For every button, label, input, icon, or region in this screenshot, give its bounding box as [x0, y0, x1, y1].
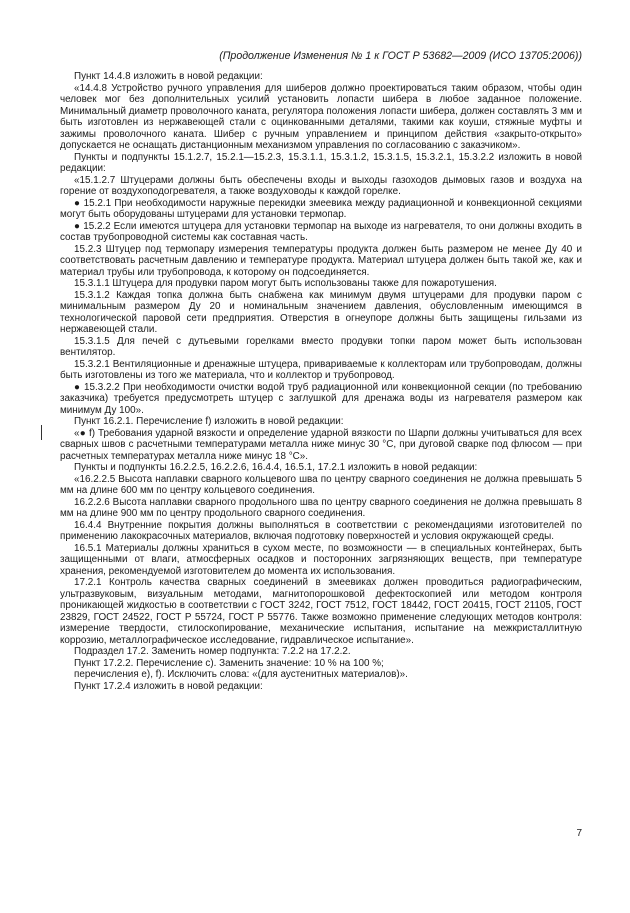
paragraph: 16.2.2.6 Высота наплавки сварного продольного шва по центру сварного соединения не должна превышать 8 мм на длине 900 мм по центру продольного сварного соединения. [60, 496, 582, 519]
running-header: (Продолжение Изменения № 1 к ГОСТ Р 53682—2009 (ИСО 13705:2006)) [219, 50, 582, 62]
paragraph: ● 15.2.2 Если имеются штуцера для установки термопар на выходе из нагревателя, то они должны входить в состав трубопроводной системы как составная часть. [60, 220, 582, 243]
paragraph: Пункты и подпункты 16.2.2.5, 16.2.2.6, 16.4.4, 16.5.1, 17.2.1 изложить в новой редакции: [74, 462, 478, 473]
paragraph: 16.5.1 Материалы должны храниться в сухом месте, по возможности — в специальных контейнерах, быть защищенными от влаги, атмосферных осадков и посторонних загрязняющих веществ, при температуре хранения, рекомендуемой изготовителем до момента их использования. [60, 542, 582, 577]
paragraph: Подраздел 17.2. Заменить номер подпункта: 7.2.2 на 17.2.2. [74, 646, 351, 657]
paragraph: Пункт 16.2.1. Перечисление f) изложить в новой редакции: [74, 416, 344, 427]
paragraph: 15.2.3 Штуцер под термопару измерения температуры продукта должен быть размером не менее Ду 40 и соответствовать расчетным давлению и температуре продукта. Материал штуцера должен быть такой же, как и материал трубы или трубопровода, к которому он подсоединяется. [60, 243, 582, 278]
paragraph: Пункт 14.4.8 изложить в новой редакции: [74, 71, 263, 82]
paragraph: Пункты и подпункты 15.1.2.7, 15.2.1—15.2.3, 15.3.1.1, 15.3.1.2, 15.3.1.5, 15.3.2.1, 15.3.2.2 изложить в новой редакции: [60, 151, 582, 174]
paragraph: 15.3.2.1 Вентиляционные и дренажные штуцера, привариваемые к коллекторам или трубопроводам, должны быть изготовлены из того же материала, что и коллектор и трубопровод. [60, 358, 582, 381]
change-bar [41, 425, 42, 440]
paragraph: «● f) Требования ударной вязкости и определение ударной вязкости по Шарпи должны учитываться для всех сварных швов с расчетными температурами металла ниже минус 30 °С, при дуговой сварке под флюсом — при расчетных температурах металла ниже минус 18 °С». [60, 427, 582, 462]
paragraph: Пункт 17.2.2. Перечисление с). Заменить значение: 10 % на 100 %; [74, 657, 384, 669]
paragraph: Пункт 17.2.4 изложить в новой редакции: [74, 680, 263, 692]
paragraph: 17.2.1 Контроль качества сварных соединений в змеевиках должен проводиться радиографическим, ультразвуковым, визуальным методами, магнитопорошковой дефектоскопией или методом контроля проникающей жидкостью в соответствии с ГОСТ 3242, ГОСТ 7512, ГОСТ 18442, ГОСТ 20415, ГОСТ 21105, ГОСТ 23829, ГОСТ 24522, ГОСТ Р 55724, ГОСТ Р 55776. Также возможно применение следующих методов контроля: измерение твердости, стилоскопирование, механические испытания, испытание на межкристаллитную коррозию, металлографическое исследование, гидравлическое испытание». [60, 577, 582, 646]
paragraph: 16.4.4 Внутренние покрытия должны выполняться в соответствии с рекомендациями изготовителей по применению лакокрасочных материалов, включая подготовку поверхностей и условия окружающей среды. [60, 519, 582, 542]
paragraph: «15.1.2.7 Штуцерами должны быть обеспечены входы и выходы газоходов дымовых газов и воздуха на горение от воздухоподогревателя, а также воздуховоды к каждой горелке. [60, 174, 582, 197]
paragraph: «16.2.2.5 Высота наплавки сварного кольцевого шва по центру сварного соединения не должна превышать 5 мм на длине 600 мм по центру кольцевого соединения. [60, 473, 582, 496]
paragraph: 15.3.1.5 Для печей с дутьевыми горелками вместо продувки топки паром может быть использован вентилятор. [60, 335, 582, 358]
paragraph: ● 15.2.1 При необходимости наружные перекидки змеевика между радиационной и конвекционной секциями могут быть оборудованы штуцерами для установки термопар. [60, 197, 582, 220]
paragraph: перечисления е), f). Исключить слова: «(для аустенитных материалов)». [74, 669, 408, 680]
paragraph: 15.3.1.1 Штуцера для продувки паром могут быть использованы также для пожаротушения. [74, 278, 497, 289]
paragraph: «14.4.8 Устройство ручного управления для шиберов должно проектироваться таким образом, чтобы один человек мог без дополнительных усилий установить лопасти шибера в любое заданное положение. Минимальный диаметр проволочного каната, регулятора положения лопасти шибера, должен составлять 3 мм и быть изготовлен из нержавеющей стали с оцинкованными деталями, такими как коуши, стяжные муфты и зажимы проволочного каната. Шибер с ручным управлением и принципом действия «закрыто-открыто» допускается не оснащать дистанционным механизмом управления по согласованию с заказчиком». [60, 82, 582, 151]
page-number: 7 [576, 828, 582, 839]
document-body [60, 71, 582, 692]
paragraph: ● 15.3.2.2 При необходимости очистки водой труб радиационной или конвекционной секции (по требованию заказчика) требуется предусмотреть штуцер с заглушкой для дренажа воды из нагревателя размером как минимум Ду 100». [60, 381, 582, 416]
paragraph: 15.3.1.2 Каждая топка должна быть снабжена как минимум двумя штуцерами для продувки паром с минимальным размером Ду 20 и номинальным значением давления, обусловленным имеющимся в технологической паровой сети предприятия. Отверстия в огнеупоре должны быть защищены гильзами из нержавеющей стали. [60, 289, 582, 335]
